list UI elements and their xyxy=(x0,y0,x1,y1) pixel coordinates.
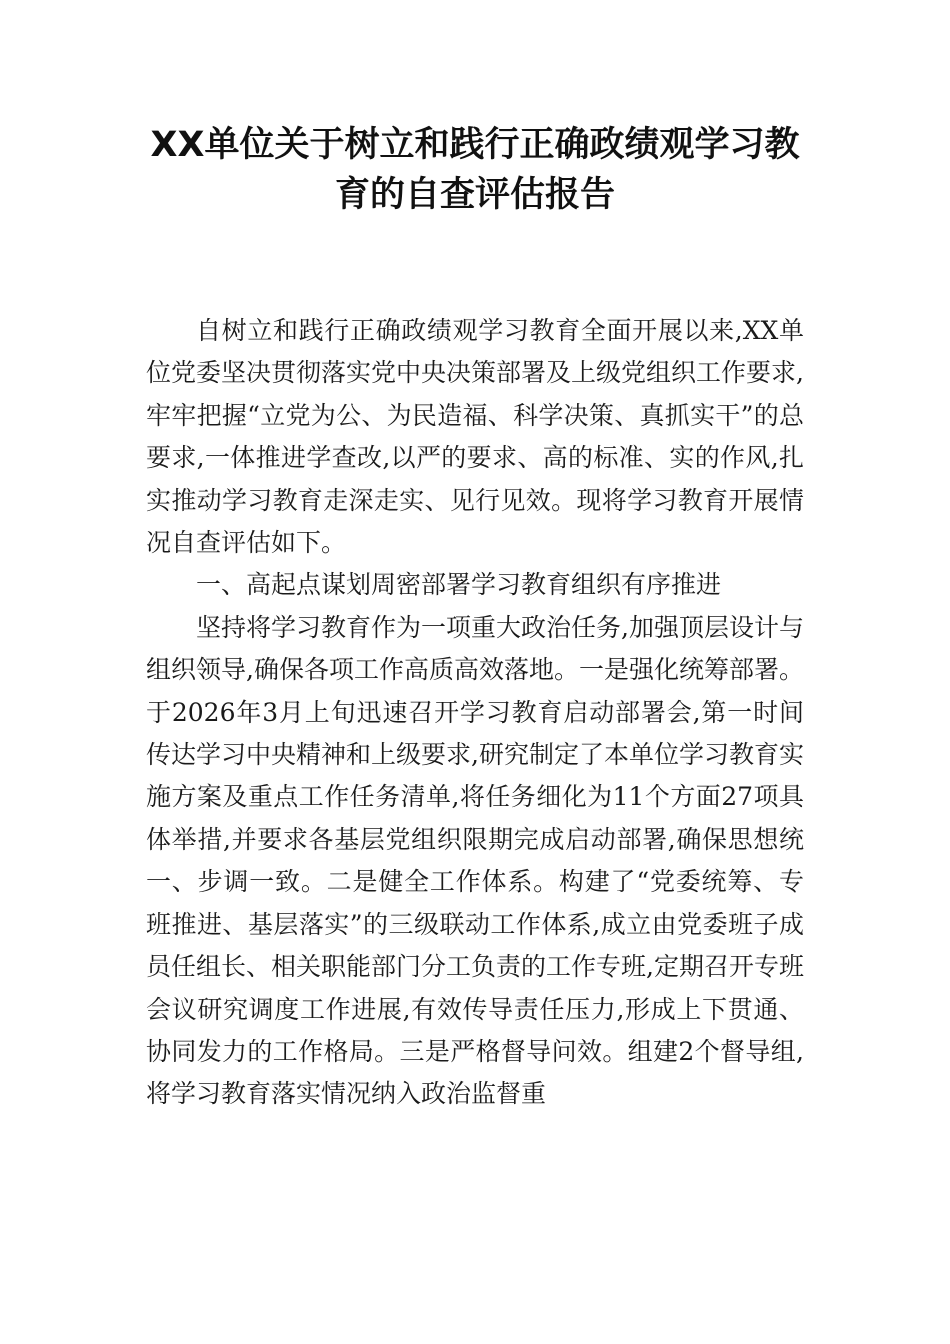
paragraph-section-1: 坚持将学习教育作为一项重大政治任务,加强顶层设计与组织领导,确保各项工作高质高效落地。一是强化统筹部署。于2026年3月上旬迅速召开学习教育启动部署会,第一时间传达学习中央精神和上级要求,研究制定了本单位学习教育实施方案及重点工作任务清单,将任务细化为11个方面27项具体举措,并要求各基层党组织限期完成启动部署,确保思想统一、步调一致。二是健全工作体系。构建了“党委统筹、专班推进、基层落实”的三级联动工作体系,成立由党委班子成员任组长、相关职能部门分工负责的工作专班,定期召开专班会议研究调度工作进展,有效传导责任压力,形成上下贯通、协同发力的工作格局。三是严格督导问效。组建2个督导组,将学习教育落实情况纳入政治监督重 xyxy=(146,612,804,1109)
section-heading-1: 一、高起点谋划周密部署学习教育组织有序推进 xyxy=(196,570,722,600)
document-body xyxy=(146,310,804,1116)
paragraph-intro: 自树立和践行正确政绩观学习教育全面开展以来,XX单位党委坚决贯彻落实党中央决策部署及上级党组织工作要求,牢牢把握“立党为公、为民造福、科学决策、真抓实干”的总要求,一体推进学查改,以严的要求、高的标准、实的作风,扎实推动学习教育走深走实、见行见效。现将学习教育开展情况自查评估如下。 xyxy=(146,316,804,558)
document-title: XX单位关于树立和践行正确政绩观学习教育的自查评估报告 xyxy=(150,125,800,215)
